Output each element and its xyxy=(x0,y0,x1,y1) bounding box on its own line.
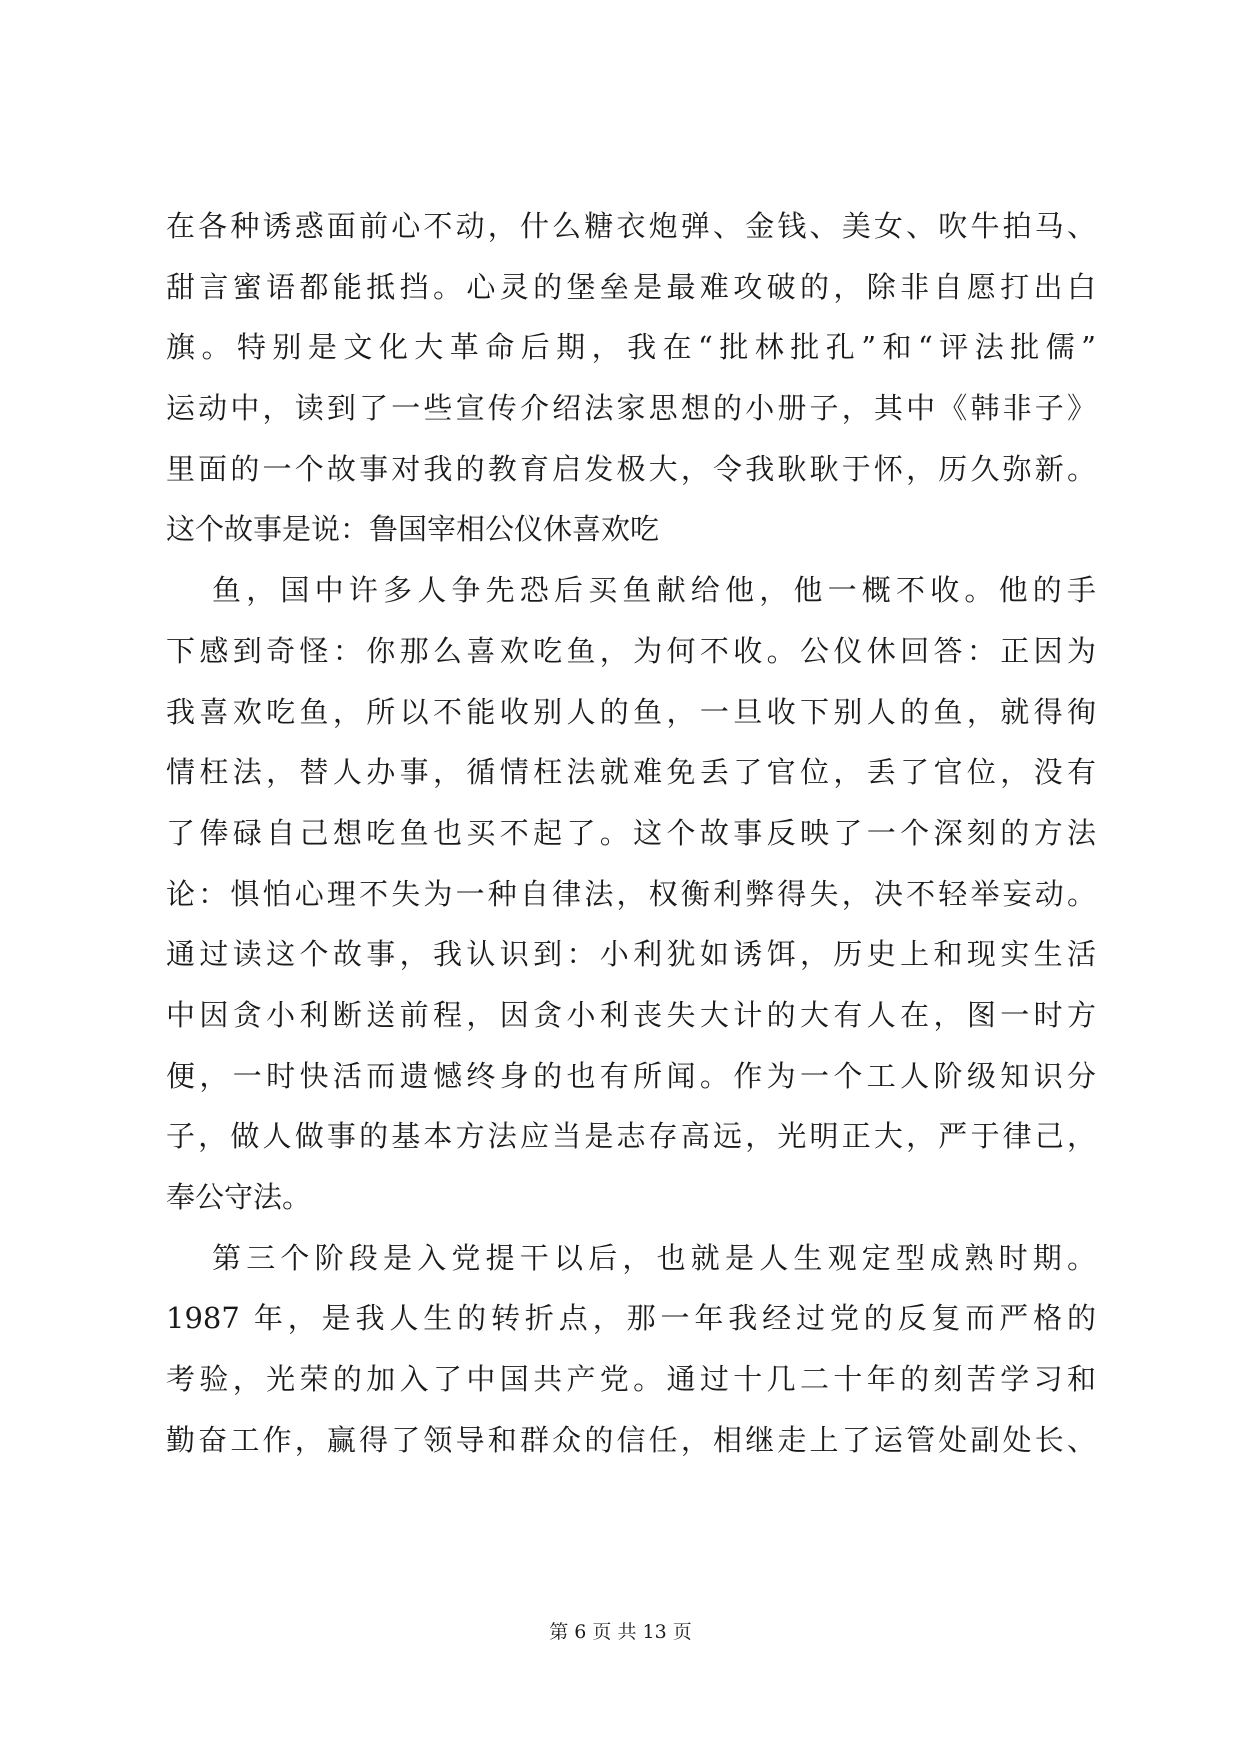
text-line: 奉公守法。 xyxy=(166,1180,312,1214)
text-line: 了俸碌自己想吃鱼也买不起了。这个故事反映了一个深刻的方法 xyxy=(166,815,1096,850)
text-line: 情枉法，替人办事，循情枉法就难免丢了官位，丢了官位，没有 xyxy=(166,755,1096,790)
text-line: 中因贪小利断送前程，因贪小利丧失大计的大有人在，图一时方 xyxy=(166,997,1096,1032)
text-line: 便，一时快活而遗憾终身的也有所闻。作为一个工人阶级知识分 xyxy=(166,1058,1096,1093)
text-line: 1987 年，是我人生的转折点，那一年我经过党的反复而严格的 xyxy=(166,1301,1096,1336)
text-line: 通过读这个故事，我认识到：小利犹如诱饵，历史上和现实生活 xyxy=(166,937,1096,972)
text-line: 我喜欢吃鱼，所以不能收别人的鱼，一旦收下别人的鱼，就得徇 xyxy=(166,694,1096,729)
text-line: 下感到奇怪：你那么喜欢吃鱼，为何不收。公仪休回答：正因为 xyxy=(166,633,1096,668)
text-line: 考验，光荣的加入了中国共产党。通过十几二十年的刻苦学习和 xyxy=(166,1362,1096,1397)
text-line: 子，做人做事的基本方法应当是志存高远，光明正大，严于律己， xyxy=(166,1119,1096,1154)
text-line: 这个故事是说：鲁国宰相公仪休喜欢吃 xyxy=(166,512,660,547)
text-line: 甜言蜜语都能抵挡。心灵的堡垒是最难攻破的，除非自愿打出白 xyxy=(166,269,1096,304)
page-footer: 第 6 页 共 13 页 xyxy=(549,1621,692,1643)
text-line: 论：惧怕心理不失为一种自律法，权衡利弊得失，决不轻举妄动。 xyxy=(166,876,1096,911)
text-line: 旗。特别是文化大革命后期，我在“批林批孔”和“评法批儒” xyxy=(166,330,1096,365)
text-line: 第三个阶段是入党提干以后，也就是人生观定型成熟时期。 xyxy=(212,1240,1096,1275)
text-line: 运动中，读到了一些宣传介绍法家思想的小册子，其中《韩非子》 xyxy=(166,391,1096,426)
text-line: 勤奋工作，赢得了领导和群众的信任，相继走上了运管处副处长、 xyxy=(166,1422,1096,1457)
body-text xyxy=(166,196,1096,1470)
text-line: 在各种诱惑面前心不动，什么糖衣炮弹、金钱、美女、吹牛拍马、 xyxy=(166,209,1096,243)
text-line: 里面的一个故事对我的教育启发极大，令我耿耿于怀，历久弥新。 xyxy=(166,451,1096,486)
text-line: 鱼，国中许多人争先恐后买鱼献给他，他一概不收。他的手 xyxy=(212,573,1096,608)
